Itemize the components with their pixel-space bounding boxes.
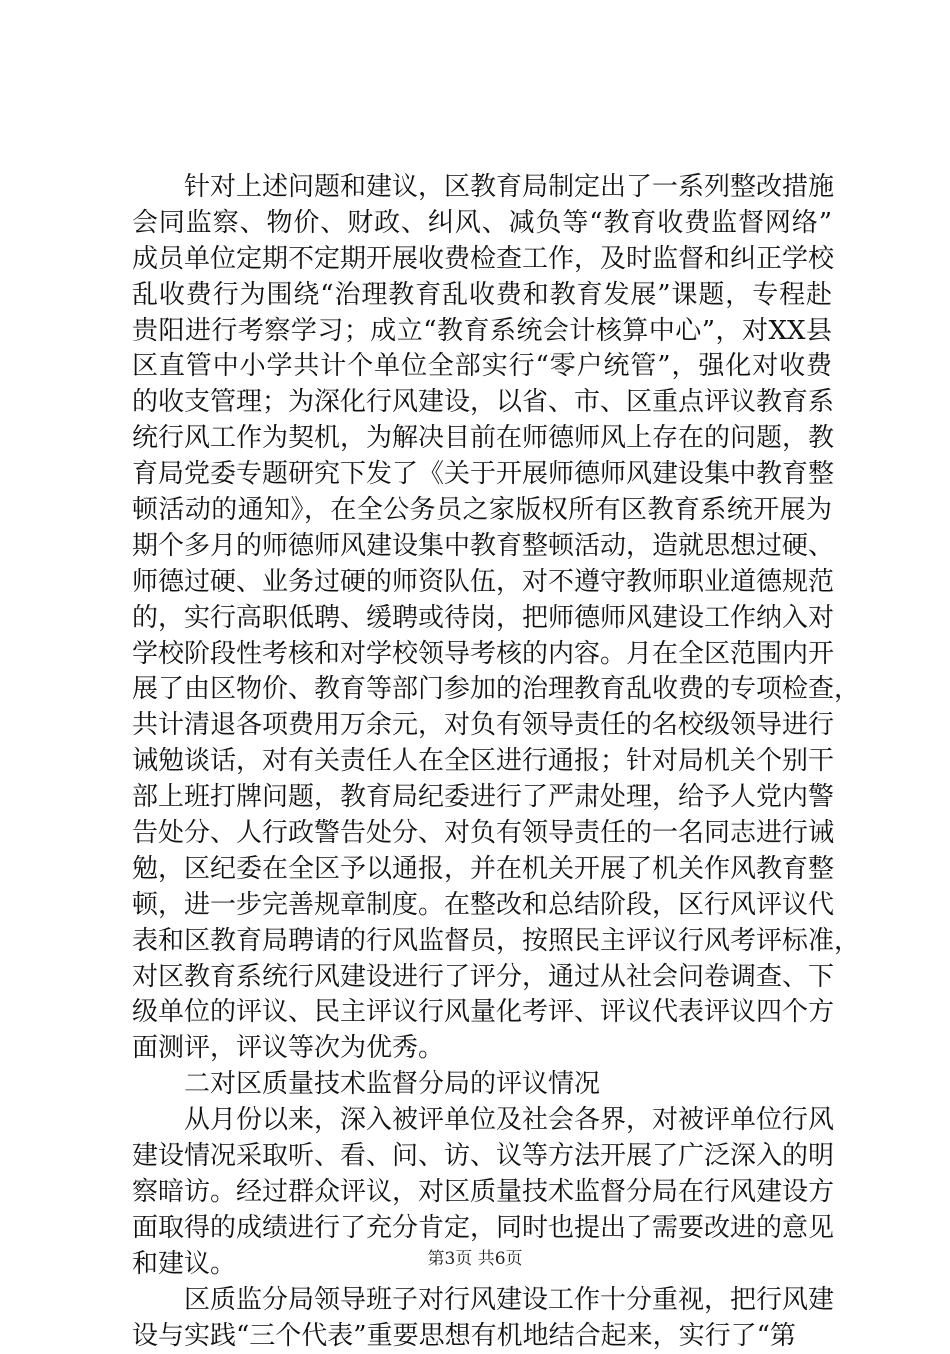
text-line: 顿，进一步完善规章制度。在整改和总结阶段，区行风评议代	[132, 888, 832, 924]
text-line: 级单位的评议、民主评议行风量化考评、评议代表评议四个方	[132, 995, 832, 1031]
text-line: 勉，区纪委在全区予以通报，并在机关开展了机关作风教育整	[132, 852, 832, 888]
paragraph	[132, 1283, 832, 1354]
text-line: 面测评，评议等次为优秀。	[132, 1031, 832, 1067]
text-line: 共计清退各项费用万余元，对负有领导责任的名校级领导进行	[132, 708, 832, 744]
text-line: 面取得的成绩进行了充分肯定，同时也提出了需要改进的意见	[132, 1211, 832, 1247]
text-line: 从月份以来，深入被评单位及社会各界，对被评单位行风	[132, 1103, 832, 1139]
page-footer: 第3页 共6页	[0, 1244, 950, 1269]
text-line: 统行风工作为契机，为解决目前在师德师风上存在的问题，教	[132, 421, 832, 457]
text-line: 和建议。	[132, 1247, 832, 1283]
text-line: 学校阶段性考核和对学校领导考核的内容。月在全区范围内开	[132, 637, 832, 673]
text-line: 育局党委专题研究下发了《关于开展师德师风建设集中教育整	[132, 457, 832, 493]
text-line: 建设情况采取听、看、问、访、议等方法开展了广泛深入的明	[132, 1139, 832, 1175]
text-line: 表和区教育局聘请的行风监督员，按照民主评议行风考评标准，	[132, 924, 832, 960]
text-line: 会同监察、物价、财政、纠风、减负等“教育收费监督网络”	[132, 206, 832, 242]
text-line: 区质监分局领导班子对行风建设工作十分重视，把行风建	[132, 1283, 832, 1319]
text-line: 乱收费行为围绕“治理教育乱收费和教育发展”课题，专程赴	[132, 278, 832, 314]
text-line: 顿活动的通知》，在全公务员之家版权所有区教育系统开展为	[132, 493, 832, 529]
text-line: 告处分、人行政警告处分、对负有领导责任的一名同志进行诫	[132, 816, 832, 852]
text-line: 展了由区物价、教育等部门参加的治理教育乱收费的专项检查，	[132, 672, 832, 708]
text-line: 部上班打牌问题，教育局纪委进行了严肃处理，给予人党内警	[132, 780, 832, 816]
text-line: 设与实践“三个代表”重要思想有机地结合起来，实行了“第	[132, 1319, 832, 1354]
text-line: 师德过硬、业务过硬的师资队伍，对不遵守教师职业道德规范	[132, 565, 832, 601]
paragraph	[132, 170, 832, 1067]
section-heading	[132, 1067, 832, 1103]
document-body	[132, 170, 832, 1354]
text-line: 的，实行高职低聘、缓聘或待岗，把师德师风建设工作纳入对	[132, 601, 832, 637]
text-line: 诫勉谈话，对有关责任人在全区进行通报；针对局机关个别干	[132, 744, 832, 780]
text-line: 的收支管理；为深化行风建设，以省、市、区重点评议教育系	[132, 385, 832, 421]
text-line: 区直管中小学共计个单位全部实行“零户统管”，强化对收费	[132, 349, 832, 385]
text-line: 期个多月的师德师风建设集中教育整顿活动，造就思想过硬、	[132, 529, 832, 565]
text-line: 二对区质量技术监督分局的评议情况	[132, 1067, 832, 1103]
text-line: 贵阳进行考察学习；成立“教育系统会计核算中心”，对XX县	[132, 314, 832, 350]
text-line: 成员单位定期不定期开展收费检查工作，及时监督和纠正学校	[132, 242, 832, 278]
text-line: 对区教育系统行风建设进行了评分，通过从社会问卷调查、下	[132, 960, 832, 996]
text-line: 察暗访。经过群众评议，对区质量技术监督分局在行风建设方	[132, 1175, 832, 1211]
text-line: 针对上述问题和建议，区教育局制定出了一系列整改措施	[132, 170, 832, 206]
